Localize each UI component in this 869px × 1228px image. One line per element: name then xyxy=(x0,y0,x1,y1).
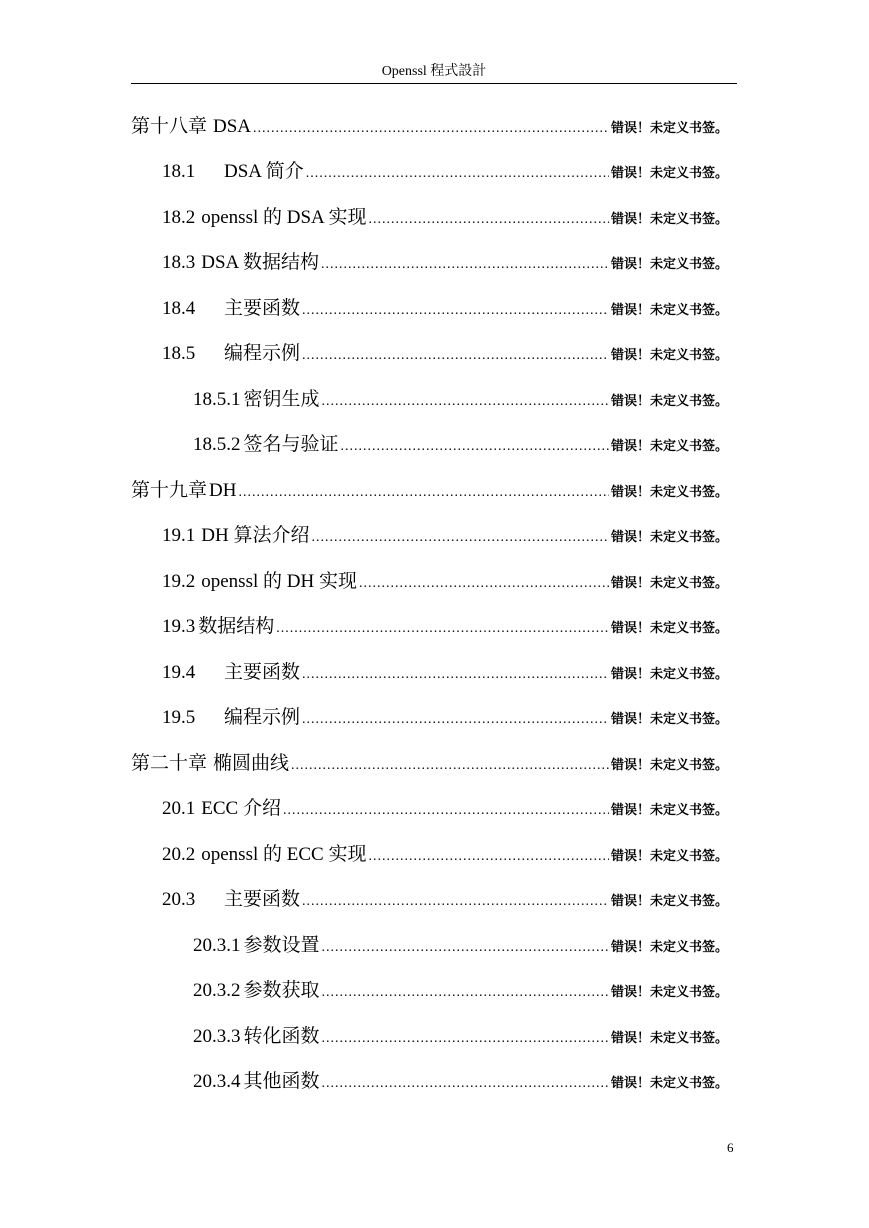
toc-entry-number: 18.2 xyxy=(162,207,196,228)
toc-entry-number: 20.3 xyxy=(162,889,196,910)
toc-entry-18-3[interactable] xyxy=(162,249,728,277)
toc-page-ref: 错误！未定义书签。 xyxy=(610,121,728,136)
toc-page-ref: 错误！未定义书签。 xyxy=(610,257,728,272)
toc-entry-title: ECC 介绍 xyxy=(201,798,281,819)
toc-entry-number: 20.3.3 xyxy=(193,1026,241,1047)
toc-entry-title: openssl 的 DH 实现 xyxy=(201,571,357,592)
toc-entry-18-5-2[interactable] xyxy=(193,431,728,459)
toc-entry-title: 椭圆曲线 xyxy=(213,753,290,774)
toc-page-ref: 错误！未定义书签。 xyxy=(610,940,728,955)
toc-dot-leader xyxy=(302,706,609,734)
toc-entry-title: 主要函数 xyxy=(224,889,301,910)
toc-entry-title: 编程示例 xyxy=(224,707,301,728)
toc-entry-title: 主要函数 xyxy=(224,662,301,683)
toc-entry-chapter-19[interactable] xyxy=(131,477,728,505)
toc-dot-leader xyxy=(368,843,609,871)
toc-entry-number: 20.3.4 xyxy=(193,1071,241,1092)
toc-dot-leader xyxy=(322,1070,609,1098)
toc-entry-20-3[interactable] xyxy=(162,886,728,914)
toc-entry-19-1[interactable] xyxy=(162,522,728,550)
toc-entry-number: 18.5.1 xyxy=(193,389,241,410)
toc-page-ref: 错误！未定义书签。 xyxy=(610,1076,728,1091)
toc-page-ref: 错误！未定义书签。 xyxy=(610,849,728,864)
toc-entry-18-5-1[interactable] xyxy=(193,386,728,414)
toc-page-ref: 错误！未定义书签。 xyxy=(610,576,728,591)
toc-entry-18-2[interactable] xyxy=(162,204,728,232)
toc-dot-leader xyxy=(311,524,609,552)
toc-dot-leader xyxy=(302,888,609,916)
toc-entry-title: openssl 的 ECC 实现 xyxy=(201,844,367,865)
toc-entry-19-3[interactable] xyxy=(162,613,728,641)
toc-entry-number: 第十九章 xyxy=(131,480,208,501)
toc-entry-title: 转化函数 xyxy=(243,1026,320,1047)
toc-page-ref: 错误！未定义书签。 xyxy=(610,439,728,454)
toc-dot-leader xyxy=(368,206,609,234)
toc-entry-title: 密钥生成 xyxy=(243,389,320,410)
toc-entry-number: 18.1 xyxy=(162,161,196,182)
toc-entry-number: 第十八章 xyxy=(131,116,208,137)
toc-entry-19-5[interactable] xyxy=(162,704,728,732)
toc-entry-18-1[interactable] xyxy=(162,158,728,186)
toc-page-ref: 错误！未定义书签。 xyxy=(610,758,728,773)
toc-dot-leader xyxy=(302,297,609,325)
toc-entry-20-3-1[interactable] xyxy=(193,932,728,960)
toc-dot-leader xyxy=(238,479,609,507)
toc-page-ref: 错误！未定义书签。 xyxy=(610,1031,728,1046)
toc-dot-leader xyxy=(322,979,609,1007)
toc-entry-number: 19.4 xyxy=(162,662,196,683)
toc-dot-leader xyxy=(276,615,609,643)
toc-entry-number: 19.2 xyxy=(162,571,196,592)
toc-entry-20-1[interactable] xyxy=(162,795,728,823)
toc-entry-number: 19.3 xyxy=(162,616,196,637)
toc-entry-number: 18.5.2 xyxy=(193,434,241,455)
toc-entry-19-2[interactable] xyxy=(162,568,728,596)
toc-entry-number: 20.3.1 xyxy=(193,935,241,956)
toc-entry-18-5[interactable] xyxy=(162,340,728,368)
toc-entry-title: DSA xyxy=(213,116,252,137)
toc-entry-number: 20.1 xyxy=(162,798,196,819)
toc-entry-chapter-20[interactable] xyxy=(131,750,728,778)
toc-page-ref: 错误！未定义书签。 xyxy=(610,667,728,682)
toc-entry-chapter-18[interactable] xyxy=(131,113,728,141)
toc-entry-18-4[interactable] xyxy=(162,295,728,323)
toc-entry-number: 18.3 xyxy=(162,252,196,273)
toc-entry-number: 20.3.2 xyxy=(193,980,241,1001)
toc-entry-title: 参数设置 xyxy=(243,935,320,956)
toc-dot-leader xyxy=(291,752,609,780)
toc-entry-title: 参数获取 xyxy=(243,980,320,1001)
toc-entry-title: 其他函数 xyxy=(243,1071,320,1092)
toc-page-ref: 错误！未定义书签。 xyxy=(610,803,728,818)
toc-entry-20-2[interactable] xyxy=(162,841,728,869)
toc-dot-leader xyxy=(359,570,609,598)
toc-dot-leader xyxy=(322,1025,609,1053)
toc-entry-number: 18.5 xyxy=(162,343,196,364)
toc-dot-leader xyxy=(306,160,609,188)
toc-page-ref: 错误！未定义书签。 xyxy=(610,166,728,181)
toc-entry-title: openssl 的 DSA 实现 xyxy=(201,207,367,228)
toc-entry-19-4[interactable] xyxy=(162,659,728,687)
toc-dot-leader xyxy=(321,251,609,279)
toc-entry-title: DSA 数据结构 xyxy=(201,252,319,273)
toc-dot-leader xyxy=(302,342,609,370)
toc-entry-title: DH xyxy=(209,480,237,501)
toc-page-ref: 错误！未定义书签。 xyxy=(610,303,728,318)
toc-entry-20-3-2[interactable] xyxy=(193,977,728,1005)
toc-dot-leader xyxy=(283,797,609,825)
toc-page-ref: 错误！未定义书签。 xyxy=(610,485,728,500)
toc-dot-leader xyxy=(341,433,609,461)
toc-dot-leader xyxy=(253,115,609,143)
toc-page-ref: 错误！未定义书签。 xyxy=(610,621,728,636)
toc-entry-title: DSA 简介 xyxy=(224,161,304,182)
page-number: 6 xyxy=(727,1140,734,1155)
toc-page-ref: 错误！未定义书签。 xyxy=(610,212,728,227)
toc-page-ref: 错误！未定义书签。 xyxy=(610,530,728,545)
toc-entry-title: 数据结构 xyxy=(198,616,275,637)
toc-entry-number: 19.5 xyxy=(162,707,196,728)
toc-page-ref: 错误！未定义书签。 xyxy=(610,894,728,909)
toc-dot-leader xyxy=(302,661,609,689)
toc-dot-leader xyxy=(322,934,609,962)
toc-entry-title: 主要函数 xyxy=(224,298,301,319)
toc-entry-number: 第二十章 xyxy=(131,753,208,774)
toc-page-ref: 错误！未定义书签。 xyxy=(610,712,728,727)
toc-page-ref: 错误！未定义书签。 xyxy=(610,985,728,1000)
toc-page-ref: 错误！未定义书签。 xyxy=(610,348,728,363)
toc-entry-20-3-4[interactable] xyxy=(193,1068,728,1096)
toc-entry-number: 19.1 xyxy=(162,525,196,546)
toc-dot-leader xyxy=(322,388,609,416)
header-title: Openssl 程式設計 xyxy=(381,64,487,79)
toc-entry-20-3-3[interactable] xyxy=(193,1023,728,1051)
toc-entry-title: DH 算法介绍 xyxy=(201,525,310,546)
toc-entry-title: 编程示例 xyxy=(224,343,301,364)
toc-page-ref: 错误！未定义书签。 xyxy=(610,394,728,409)
toc-entry-title: 签名与验证 xyxy=(243,434,339,455)
toc-entry-number: 18.4 xyxy=(162,298,196,319)
toc-entry-number: 20.2 xyxy=(162,844,196,865)
